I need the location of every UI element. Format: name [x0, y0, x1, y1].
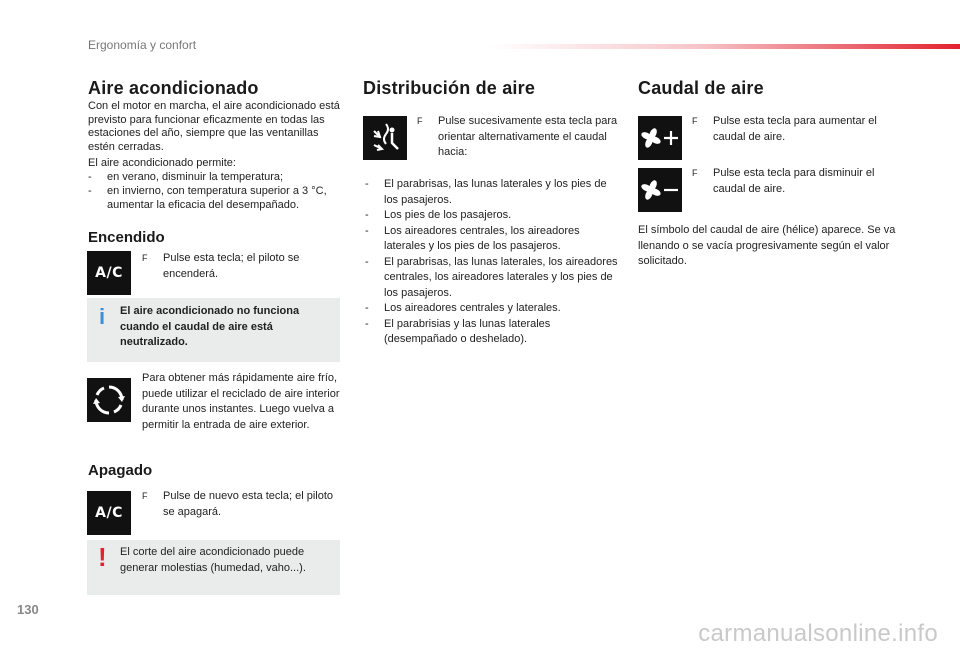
section-header: Ergonomía y confort — [88, 38, 197, 52]
recirculation-button[interactable] — [87, 378, 131, 422]
airflow-title: Caudal de aire — [638, 78, 764, 98]
header-accent-bar — [490, 44, 960, 49]
recirculation-icon — [90, 381, 128, 419]
ac-intro: Con el motor en marcha, el aire acondicionado está previsto para funcionar eficazmente en todas las estaciones del año, siempre que las ventanillas estén cerradas. — [88, 100, 340, 153]
warning-note-text: El corte del aire acondicionado puede generar molestias (humedad, vaho...). — [120, 546, 306, 574]
ac-off-button[interactable] — [87, 491, 131, 535]
ac-button-label: A/C — [95, 505, 123, 521]
ac-off-instruction: F Pulse de nuevo esta tecla; el piloto se apagará. — [142, 490, 334, 518]
airflow-note: El símbolo del caudal de aire (hélice) aparece. Se va llenando o se vacía progresivamente según el valor solicitado. — [638, 224, 896, 267]
distribution-list — [363, 177, 621, 348]
fan-minus-icon — [640, 175, 680, 205]
bullet-mark: F — [142, 491, 148, 501]
list-item: - El parabrisas, las lunas laterales, los aireadores centrales, los aireadores laterales y los pies de los pasajeros. — [363, 255, 621, 302]
distribution-button[interactable] — [363, 116, 407, 160]
airflow-decrease-instruction: F Pulse esta tecla para disminuir el caudal de aire. — [692, 167, 875, 195]
warning-note — [87, 540, 340, 595]
recirculation-text: Para obtener más rápidamente aire frío, puede utilizar el reciclado de aire interior durante unos instantes. Luego vuelva a permitir la entrada de aire exterior. — [142, 372, 340, 431]
distribution-instruction: F Pulse sucesivamente esta tecla para orientar alternativamente el caudal hacia: — [417, 115, 618, 158]
watermark: carmanualsonline.info — [698, 620, 938, 647]
apagado-title: Apagado — [88, 462, 153, 479]
ac-on-button[interactable] — [87, 251, 131, 295]
bullet-mark: F — [692, 116, 698, 126]
list-item: - Los aireadores centrales, los aireadores laterales y los pies de los pasajeros. — [363, 224, 621, 255]
list-item: - Los aireadores centrales y laterales. — [363, 301, 621, 317]
airflow-decrease-button[interactable] — [638, 168, 682, 212]
info-note-text: El aire acondicionado no funciona cuando el caudal de aire está neutralizado. — [120, 305, 300, 348]
fan-plus-icon — [640, 123, 680, 153]
warning-icon: ! — [98, 542, 107, 572]
list-item: - Los pies de los pasajeros. — [363, 208, 621, 224]
list-item: - El parabrisas, las lunas laterales y los pies de los pasajeros. — [363, 177, 621, 208]
air-distribution-icon — [366, 119, 404, 157]
ac-permit-item: - en verano, disminuir la temperatura; — [88, 171, 284, 183]
ac-button-label: A/C — [95, 265, 123, 281]
distribution-title: Distribución de aire — [363, 78, 536, 98]
ac-permit-item: - en invierno, con temperatura superior a 3 °C, aumentar la eficacia del desempañado. — [88, 185, 327, 211]
ac-on-instruction: F Pulse esta tecla; el piloto se encenderá. — [142, 252, 300, 280]
info-icon: i — [99, 304, 106, 329]
list-item: - El parabrisias y las lunas laterales (desempañado o deshelado). — [363, 317, 621, 348]
bullet-mark: F — [692, 168, 698, 178]
info-note — [87, 298, 340, 362]
bullet-mark: F — [417, 116, 423, 126]
airflow-increase-instruction: F Pulse esta tecla para aumentar el caudal de aire. — [692, 115, 877, 143]
ac-permits-label: El aire acondicionado permite: — [88, 157, 236, 169]
ac-title: Aire acondicionado — [88, 78, 259, 98]
bullet-mark: F — [142, 253, 148, 263]
page-number: 130 — [17, 602, 39, 617]
encendido-title: Encendido — [88, 229, 165, 246]
airflow-increase-button[interactable] — [638, 116, 682, 160]
